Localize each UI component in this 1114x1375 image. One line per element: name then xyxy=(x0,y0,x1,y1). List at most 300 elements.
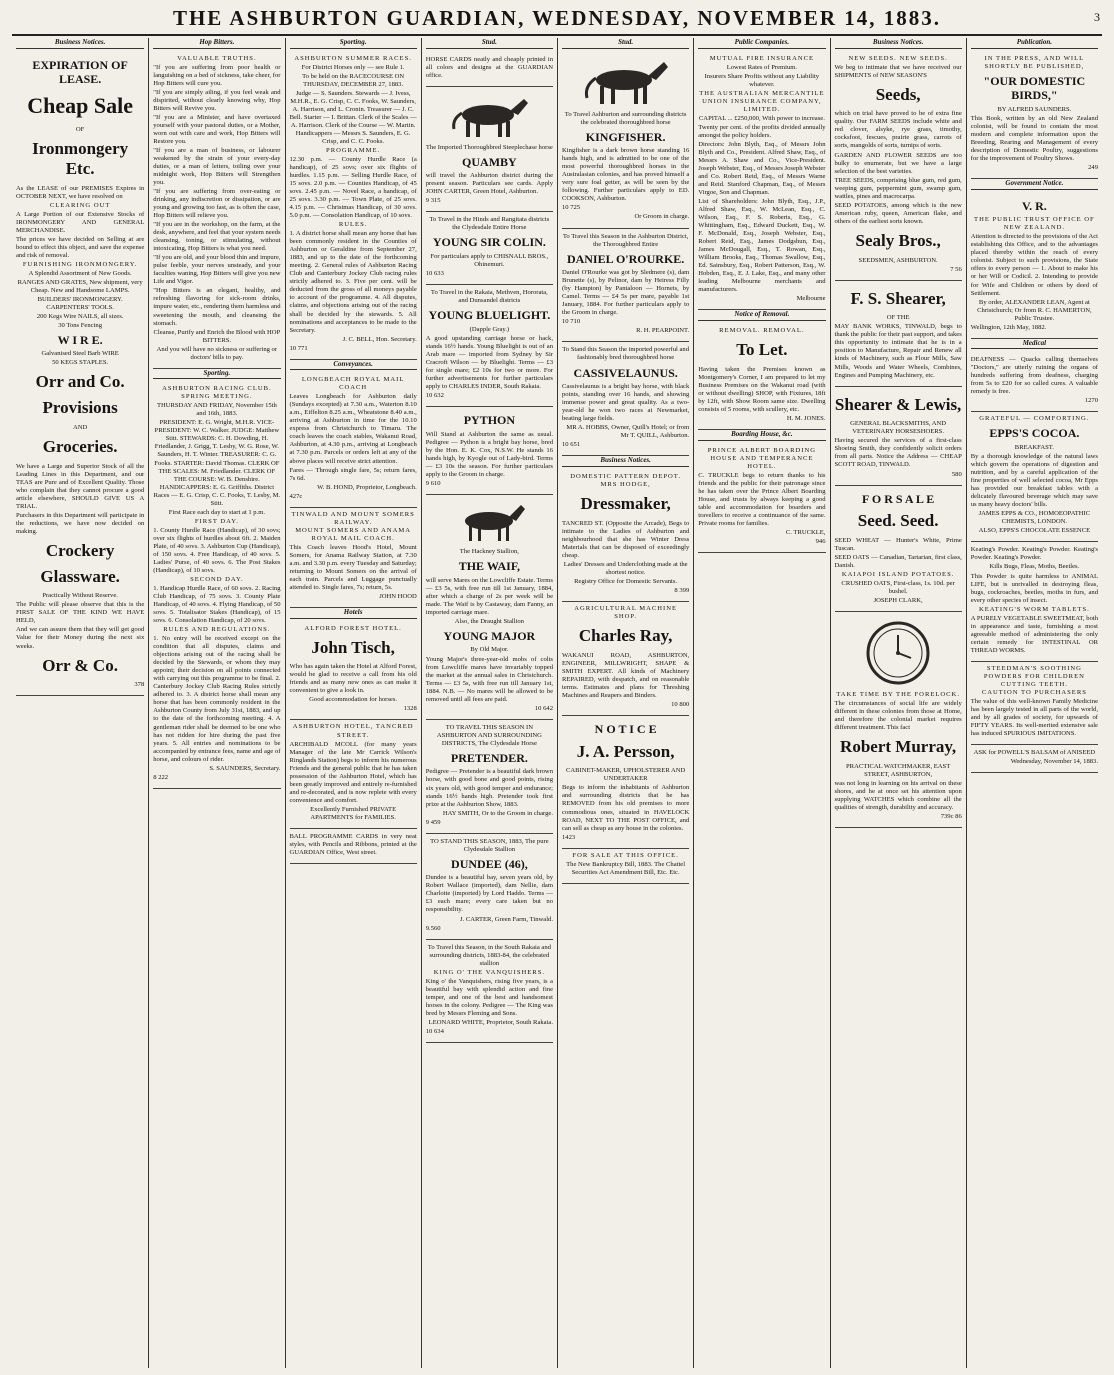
summer-races-heading: ASHBURTON SUMMER RACES. xyxy=(294,54,412,62)
clearing-out: CLEARING OUT xyxy=(49,202,111,210)
bluelight-ad xyxy=(426,285,553,407)
prices-text: The prices we have decided on Selling at are bound to effect this object, and save the expense and risk of removal. xyxy=(16,236,145,260)
quamby-ad xyxy=(426,87,553,213)
book-ref: 249 xyxy=(1088,164,1098,172)
column-4 xyxy=(421,38,557,1368)
waif-text: will serve Mares on the Lowcliffe Estate. Terms — £3 5s, with free run till 1st January, 1884, after which a charge of 2s per week will be made. The Waif is by Castaway, dam Fanny, an imported carriage mare. xyxy=(425,576,553,616)
shearer-ad xyxy=(835,281,962,387)
horse-illustration-icon xyxy=(578,58,674,108)
day-two-heading: SECOND DAY. xyxy=(190,575,244,583)
dressmaker-ad xyxy=(562,470,689,602)
reserve-text: Practically Without Reserve. xyxy=(42,592,118,600)
clock-illustration-icon xyxy=(863,618,933,688)
column-5 xyxy=(557,38,693,1368)
cass-text: Cassivelaunus is a bright bay horse, with black points, standing over 16 hands, and showing immense power and great quality. As a two-year-old he won two races at Newmarket, beating large fields. xyxy=(562,383,690,423)
horse-cards-ad xyxy=(426,52,553,87)
epps-cocoa: EPPS'S COCOA. xyxy=(989,426,1080,441)
for-sale-office-ad xyxy=(562,849,689,884)
ashburton-hotel-ad xyxy=(290,720,417,828)
shareholders-text: List of Shareholders: John Blyth, Esq., J.P., Alfred Shaw, Esq., W. McLean, Esq., C. Wilson, Esq., F. S. Roberts, Esq., G. Whittingham, Esq., Edward Duckett, Esq., W. F. McDonald, Esq., Joseph Webster, Esq., Robert Reid, Esq., James Dodgshun, Esq., James McDougall, Esq., T. Rowan, Esq., William Brooks, Esq., Thomas Swallow, Esq., Ed. Sainsbury, Esq., Robert Patterson, Esq., W. Hobden, Esq., E. J. Lake, Esq., and many other leading Melbourne merchants and manufacturers. xyxy=(698,198,826,294)
column-1 xyxy=(12,38,148,1368)
trust-sign: By order, ALEXANDER LEAN, Agent at Christchurch; Or from R. C. HAMERTON, Public Trustee. xyxy=(977,298,1092,322)
steedman-heading: STEEDMAN'S SOOTHING POWDERS FOR CHILDREN CUTTING TEETH. xyxy=(983,664,1085,688)
orourke-ad xyxy=(562,229,689,343)
column-4-header: Stud. xyxy=(426,38,553,49)
truth-item: "If you are a man of business, or labourer weakened by the strain of your every-day duties, or a man of letters, toiling over your midnight work, Hop Bitters will Strengthen you. xyxy=(153,146,281,186)
quamby-intro: The Imported Thoroughbred Steeplechase horse xyxy=(425,143,553,151)
prince-albert-ad xyxy=(698,444,825,553)
masthead xyxy=(12,4,1102,36)
lowest-rates: Lowest Rates of Premium. xyxy=(726,63,798,71)
murray-watchmaker-ad xyxy=(835,612,962,828)
domestic-birds-ad xyxy=(971,52,1098,180)
colin-name: YOUNG SIR COLIN. xyxy=(432,235,546,250)
major-intro: Also, the Draught Stallion xyxy=(454,617,524,625)
anama-coach-ad xyxy=(290,508,417,608)
hop-bitters-ad xyxy=(153,52,280,369)
hodge-name: MRS HODGE, xyxy=(600,480,651,488)
first-race-time: First Race each day to start at 1 p.m. xyxy=(168,508,266,516)
crushed-text: CRUSHED OATS, First-class, 1s. 10d. per bushel. xyxy=(841,580,955,596)
steedman-ad xyxy=(971,662,1098,745)
machine-heading: AGRICULTURAL MACHINE SHOP. xyxy=(574,604,678,621)
deafness-ref: 1270 xyxy=(1084,397,1098,405)
python-name: PYTHON xyxy=(463,413,516,428)
kingfisher-ref: 10 725 xyxy=(562,204,581,212)
mutual-heading: MUTUAL FIRE INSURANCE xyxy=(709,54,815,62)
goods-text: A Splendid Assortment of New Goods. xyxy=(28,270,132,278)
waif-ref: 10 642 xyxy=(534,704,553,712)
book-text: This Book, written by an old New Zealand colonist, will be found to contain the most modern and complete information upon the Breeding, Rearing and Management of every description of Domestic Poultry, suggestions for the improvement of Poultry Shows. xyxy=(970,114,1098,163)
column-8-header: Publication. xyxy=(971,38,1098,49)
cass-ref: 10 651 xyxy=(562,441,581,449)
column-2 xyxy=(148,38,284,1368)
ray-text: WAKANUI ROAD, ASHBURTON, ENGINEER, MILLWRIGHT, SHAPE & SMITH EXPERT. All kinds of Machinery REPAIRED, with despatch, and on reasonable terms. Estimates and plans for Threshing Machines and Reapers and Binders. xyxy=(562,651,690,699)
trees-text: TREE SEEDS, comprising blue gum, red gum, weeping gum, peppermint gum, swamp gum, wattles, pines and macrocarpa. xyxy=(834,176,962,200)
book-author: BY ALFRED SAUNDERS. xyxy=(997,105,1072,113)
cleanse-text: Cleanse, Purify and Enrich the Blood with HOP BITTERS. xyxy=(153,328,281,344)
orourke-ref: 10 710 xyxy=(562,318,581,326)
races-officials: Judge — S. Saunders. Stewards — J. Ivess, M.H.R., E. G. Crisp, C. C. Fooks, W. Saunders, A. Harrison, and L. Cronin. Treasurer — J. C. Bell. Starter — I. Brittan. Clerk of the Scales — A. Harrison. Clerk of the Course — W. Martin. Handicappers — Messrs S. Saunders, E. G. Crisp, and C. C. Fooks. xyxy=(289,89,417,145)
registry-text: Ladies' Dresses and Underclothing made at the shortest notice. xyxy=(563,560,688,576)
club-heading: ASHBURTON RACING CLUB. SPRING MEETING. xyxy=(162,385,272,401)
kingfisher-groom: Or Groom in charge. xyxy=(634,213,690,221)
ranges-text: RANGES AND GRATES, New shipment, very Cheap. New and Handsome LAMPS. BUILDERS' IRONMONGERY. CARPENTERS' TOOLS. xyxy=(17,279,143,311)
lease-text: As the LEASE of our PREMISES Expires in OCTOBER NEXT, we have resolved on xyxy=(16,185,145,201)
quamby-name: QUAMBY xyxy=(462,154,517,169)
seeds-big: Seeds, xyxy=(875,84,921,104)
kingfisher-text: Kingfisher is a dark brown horse standing 16 hands high, and is admitted to be one of the most powerful thoroughbred horses in the Australasian colonies, and has proved himself a very sure foal getter, as will be seen by the following. Further particulars apply to ED. COOKSON, Ashburton. xyxy=(562,147,690,203)
persson-text: Begs to inform the inhabitants of Ashburton and surrounding districts that he has REMOVED from his old premises to more commodious ones, situated in HAVELOCK ROAD, NEXT TO THE POST OFFICE, and can sell as cheap as any house in the colonies. xyxy=(562,784,690,832)
bluelight-name: YOUNG BLUELIGHT. xyxy=(428,308,551,323)
keatings-ad xyxy=(971,542,1098,661)
ball-cards-text: BALL PROGRAMME CARDS in very neat styles, with Pencils and Ribbons, printed at the GUARDIAN Office, West street. xyxy=(289,832,417,856)
ray-ref: 10 800 xyxy=(671,700,690,708)
masthead-title: THE ASHBURTON GUARDIAN, WEDNESDAY, NOVEMBER 14, 1883. xyxy=(172,6,942,30)
deafness-text: DEAFNESS — Quacks calling themselves "Doctors," are utterly ruining the organs of hundreds suffering from deafness, charging from 5s to £20 for so called cures. A valuable remedy is free. xyxy=(970,356,1098,396)
assure-text: And we can assure them that they will get good Value for their Money during the next six weeks. xyxy=(16,626,145,650)
jones-name: H. M. JONES. xyxy=(786,414,826,422)
glassware-heading: Glassware. xyxy=(40,566,120,586)
tisch-name: John Tisch, xyxy=(311,637,395,657)
trust-text: Attention is directed to the provisions of the Act establishing this Office, and to the advantages placed thereby within the reach of every colonist. Subject to such provisions, the State offers to every person — 1. About to make his or her Will or Codicil. 2. Intending to provide for Wife and Children or others by deed of Settlement. xyxy=(970,233,1098,297)
column-3 xyxy=(285,38,421,1368)
column-3-header: Sporting. xyxy=(290,38,417,49)
trust-date: Wellington, 12th May, 1882. xyxy=(970,323,1047,331)
pretender-ref: 9 459 xyxy=(425,818,441,826)
lewis-text: Having secured the services of a first-class Shoeing Smith, they confidently solicit orders from all parts. Notice the Address — CHEAP SCOTT ROAD, TINWALD. xyxy=(834,437,962,469)
clock-caption: TAKE TIME BY THE FORELOCK. xyxy=(836,691,960,699)
pretender-name: PRETENDER. xyxy=(450,750,528,765)
shearer-text: MAY BANK WORKS, TINWALD, begs to thank the public for their past support, and takes this opportunity to intimate that he is in a position to Manufacture, Repair and Renew all kinds of Machinery, such as Flour Mills, Saw Mills, Woods and Water Wheels, Combines, Engines and Pumping Machinery, etc. xyxy=(834,323,962,379)
orourke-text: Daniel O'Rourke was got by Sledmere (s), dam Brunette (s), by Pelinor, dam by Heiress Filly (by Hampton) by Pantaloon — Hornets, by Camel. Terms — £4 5s per mare, payable 1st January, 1884. For further particulars apply to the Groom in charge. xyxy=(562,269,690,317)
deafness-ad xyxy=(971,352,1098,412)
of-label: OF xyxy=(75,125,85,133)
column-5-header: Stud. xyxy=(562,38,689,49)
murray-ref: 739c 86 xyxy=(940,813,962,821)
programme-text: 12.30 p.m. — County Hurdle Race (a handicap), of 25 sovs; over six flights of hurdles. 1.15 p.m. — Selling Hurdle Race, of 15 sovs. 2.0 p.m. — Counties Handicap, of 45 sovs. 2.45 p.m. — Novel Race, a handicap, of 25 sovs. 3.30 p.m. — Town Plate, of 25 sovs. 4.15 p.m. — Christmas Handicap, of 30 sovs. 5.0 p.m. — Consolation Handicap, of 10 sovs. xyxy=(289,155,417,220)
meeting-dates: THURSDAY AND FRIDAY, November 15th and 16th, 1883. xyxy=(156,402,277,418)
anama-heading: MOUNT SOMERS AND ANAMA ROYAL MAIL COACH. xyxy=(295,526,412,542)
purchasers-text: Purchasers in this Department will participate in the reductions, we have now decided on making. xyxy=(16,511,145,535)
races-held: To be held on the RACECOURSE ON THURSDAY, DECEMBER 27, 1883. xyxy=(302,72,405,88)
column-6 xyxy=(693,38,829,1368)
day-one-races: 1. County Hurdle Race (Handicap), of 30 sovs; over six flights of hurdles about 6ft. 2. Maiden Plate, of 40 sovs. 3. Ashburton Cup (Handicap), of 150 sovs. 4. Free Handicap, of 40 sovs. 5. Ladies' Purse, of 40 sovs. 6. The Post Stakes (Handicap), of 10 sovs. xyxy=(153,526,281,574)
orr-signoff: Orr & Co. xyxy=(42,655,118,675)
dundee-ref: 9.560 xyxy=(425,924,441,932)
waif-name: THE WAIF, xyxy=(458,559,521,574)
epps-chocolate: ALSO, EPPS'S CHOCOLATE ESSENCE xyxy=(978,527,1091,535)
colin-owner: For particulars apply to CHISNALL BROS., Ohinemuri. xyxy=(430,253,549,269)
sealy-ref: 7 56 xyxy=(950,265,962,273)
prince-albert-ref: 946 xyxy=(815,537,826,545)
oats-text: SEED OATS — Canadian, Tartarian, first class, Danish. xyxy=(834,553,962,569)
tinwald-heading: TINWALD AND MOUNT SOMERS RAILWAY. xyxy=(291,510,415,526)
column-8 xyxy=(966,38,1102,1368)
major-sub: By Old Major. xyxy=(470,646,509,654)
sealy-name: Sealy Bros., xyxy=(855,230,941,250)
races-ref: 10 771 xyxy=(289,344,308,352)
bills-text: The New Bankruptcy Bill, 1883. The Chattel Securities Act Amendment Bill, Etc. Etc. xyxy=(566,860,686,876)
clark-name: JOSEPH CLARK, xyxy=(873,597,923,605)
removal-heading: REMOVAL. REMOVAL. xyxy=(719,327,805,334)
dividend-text: Twenty per cent. of the profits divided annually amongst the policy holders. xyxy=(698,123,826,139)
date-line: Wednesday, November 14, 1883. xyxy=(1010,758,1098,766)
nails-text: 200 Kegs Wire NAILS, all sizes. xyxy=(36,312,124,320)
for-sale-heading: F O R S A L E xyxy=(862,491,935,506)
vanquishers-ad xyxy=(426,940,553,1043)
accommodation-text: Good accommodation for horses. xyxy=(309,696,398,704)
provisions-heading: Provisions xyxy=(42,398,118,418)
shearer-lewis-ad xyxy=(835,387,962,486)
medical-header: Medical xyxy=(971,339,1098,350)
summer-races-ad xyxy=(290,52,417,360)
racing-club-ad xyxy=(153,382,280,789)
alford-ref: 1328 xyxy=(403,705,417,713)
day-two-races: 1. Handicap Hurdle Race, of 60 sovs. 2. Racing Club Handicap, of 75 sovs. 3. County Plate Handicap, of 40 sovs. 4. Flying Handicap, of 50 sovs. 5. Totalisator Stakes (Handicap), of 15 sovs. 6. Consolation Handicap, of 20 sovs. xyxy=(153,584,281,625)
balsam-text: ASK for POWELL'S BALSAM of ANISEED xyxy=(973,749,1096,757)
truth-item: "If you are old, and your blood thin and impure, pulse feeble, your nerves unsteady, and your faculties waning, Hop Bitters will give you new Life and Vigor. xyxy=(153,254,281,286)
murray-sub: PRACTICAL WATCHMAKER, EAST STREET, ASHBURTON, xyxy=(846,763,951,779)
persson-ad xyxy=(562,716,689,849)
cheap-sale: Cheap Sale xyxy=(27,92,133,118)
worm-heading: KEATING'S WORM TABLETS. xyxy=(978,605,1090,613)
major-text: Young Major's three-year-old mobs of colts from Lowcliffe mares have invariably topped the market at the annual sales in Christchurch. Terms — £3 5s, with free run till January 1st, 1884. N.B. — No mares will be allowed to be removed until all fees are paid. xyxy=(425,655,553,703)
wire-heading: W I R E. xyxy=(57,332,103,347)
pretender-owner: HAY SMITH, Or to the Groom in charge. xyxy=(442,809,553,817)
persson-name: J. A. Persson, xyxy=(576,741,675,761)
major-name: YOUNG MAJOR xyxy=(443,628,536,643)
bluelight-intro: To Travel in the Rakaia, Methven, Hororata, and Dunsandel districts xyxy=(430,289,548,305)
club-secretary: S. SAUNDERS, Secretary. xyxy=(209,764,281,772)
to-let-text: Having taken the Premises known as Montgomery's Corner, I am prepared to let my Business Premises on the Wakanui road (with or without dwelling) SHOP, with Fixtures, 18ft by 12ft, with Show Room same size. Dwelling consists of 5 rooms, with scullery, etc. xyxy=(698,365,826,413)
keatings-kills: Kills Bugs, Fleas, Moths, Beetles. xyxy=(989,563,1080,571)
pretender-ad xyxy=(426,720,553,834)
seeds-heading: NEW SEEDS. NEW SEEDS. xyxy=(848,54,948,62)
alford-heading: ALFORD FOREST HOTEL. xyxy=(304,624,402,632)
mail-coach-heading: LONGBEACH ROYAL MAIL COACH xyxy=(301,376,405,392)
notice-heading: N O T I C E xyxy=(594,722,657,736)
truths-heading: VALUABLE TRUTHS. xyxy=(177,54,257,62)
to-let-heading: To Let. xyxy=(736,340,788,360)
removal-ad xyxy=(698,324,825,430)
vanquishers-ref: 10 634 xyxy=(425,1027,444,1035)
potatoes-text: SEED POTATOES, among which is the new American ruby, queen, American flake, and others of the earliest sorts known. xyxy=(834,201,962,225)
dressmaker-heading: Dressmaker, xyxy=(580,493,671,513)
python-ad xyxy=(426,407,553,495)
kingfisher-intro: To Travel Ashburton and surrounding districts the celebrated thoroughbred horse xyxy=(564,110,687,126)
vanquishers-owner: LEONARD WHITE, Proprietor, South Rakaia. xyxy=(428,1018,553,1026)
orourke-owner: R. H. PEARPOINT. xyxy=(636,327,690,335)
mutual-insurance-ad xyxy=(698,52,825,311)
caution-heading: CAUTION TO PURCHASERS xyxy=(981,688,1087,696)
healthy-text: And you will have no sickness or suffering or doctors' bills to pay. xyxy=(156,345,278,361)
capital-text: CAPITAL ... £250,000, With power to increase. xyxy=(698,114,825,122)
clark-seed-ad xyxy=(835,486,962,613)
pretender-text: Pedigree — Pretender is a beautiful dark brown horse, with good bone and good points, rising six years old, with good temper and endurance; stands 16½ hands high. Pretender took first prize at the Ashburton Show, 1883. xyxy=(425,768,553,808)
cassivelaunus-ad xyxy=(562,342,689,456)
sporting-header: Sporting. xyxy=(153,369,280,380)
horse-illustration-icon xyxy=(449,501,529,545)
government-header: Government Notice. xyxy=(971,179,1098,190)
district-note: For District Horses only — see Rule 1. xyxy=(301,63,405,71)
crockery-heading: Crockery xyxy=(45,540,115,560)
keatings-text: This Powder is quite harmless to ANIMAL LIFE, but is unrivalled in destroying fleas, bugs, cockroaches, beetles, moths in furs, and every other species of insect. xyxy=(970,572,1098,604)
bluelight-text: A good upstanding carriage horse or hack, stands 16½ hands. Young Bluelight is out of an Arab mare — imported from Sydney by Sir Cracroft Wilson — by Bluelight. Terms — £3 for single mare; £2 10s for two or more. For further advertisements for further particulars apply to CHARLES INDER, South Rakaia. xyxy=(425,334,553,391)
keatings-lines: Keating's Powder. Keating's Powder. Keating's Powder. Keating's Powder. xyxy=(970,546,1098,562)
dundee-text: Dundee is a beautiful bay, seven years old, by Robert Wallace (imported), dam Nellie, dam Charlotte (imported) by Lord Haddo. Terms — £3 each mare; every care taken but no responsibility. xyxy=(425,874,553,914)
murray-text: was not long in learning on his arrival on these shores, and he at once set his attention upon supplying WATCHES which combine all the qualities of strength, durability and accuracy. xyxy=(834,780,962,812)
barb-text: Galvanised Steel Barb WIRE xyxy=(41,350,119,358)
races-secretary: J. C. BELL, Hon. Secretary. xyxy=(342,335,417,343)
bluelight-sub: (Dapple Gray.) xyxy=(469,325,510,333)
book-title: "OUR DOMESTIC BIRDS," xyxy=(983,73,1086,103)
truth-item: "If you are simply ailing, if you feel weak and dispirited, without clearly knowing why, Hop Bitters will Revive you. xyxy=(153,88,281,112)
shearer-sub: OF THE xyxy=(886,314,910,322)
boarding-header: Boarding House, &c. xyxy=(698,430,825,441)
portion-text: A Large Portion of our Extensive Stocks of IRONMONGERY AND GENERAL MERCHANDISE. xyxy=(16,211,145,235)
truth-item: "If you are a Minister, and have overtaxed yourself with your pastoral duties, or a Mother, worn out with care and work, Hop Bitters will Restore you. xyxy=(153,113,281,145)
rules-text: 1. No entry will be received except on the condition that all disputes, claims and objections arising out of the racing shall be decided by the Stewards, or whom they may appoint; their decision on all points connected with carrying out this programme to be final. 2. Canterbury Jockey Club Racing Rules strictly adhered to. 3. A district horse shall mean any horse that has been commonly resident in the Ashburton County from July 31st, 1883, and up to the date of the forthcoming meeting. 4. A gentleman rider shall be deemed to be one who has not ridden for hire during the past five years. 5. All entries and nominations to be accompanied by entrance fees, name and age of horse, and colours of rider. xyxy=(153,635,281,763)
dundee-name: DUNDEE (46), xyxy=(451,856,528,871)
trust-heading: THE PUBLIC TRUST OFFICE OF NEW ZEALAND. xyxy=(974,216,1095,232)
caution-text: The value of this well-known Family Medicine has been largely tested in all parts of the world, and by all grades of society, for upwards of FIFTY YEARS. Its well-merited extensive sale has induced SPURIOUS IMITATIONS. xyxy=(970,697,1098,738)
depot-heading: DOMESTIC PATTERN DEPOT. xyxy=(570,472,681,480)
and-label: AND xyxy=(72,423,88,431)
alford-hotel-ad xyxy=(290,622,417,721)
removal-header: Notice of Removal. xyxy=(698,310,825,321)
lewis-name: Shearer & Lewis, xyxy=(834,394,962,414)
vanquishers-name: KING O' THE VANQUISHERS. xyxy=(433,968,546,976)
press-heading: IN THE PRESS, AND WILL SHORTLY BE PUBLISHED, xyxy=(984,54,1085,70)
waif-intro: The Hackney Stallion, xyxy=(459,548,519,555)
seed-heading: Seed. Seed. xyxy=(857,511,939,531)
orr-ref: 378 xyxy=(134,681,145,689)
machine-shop-ad xyxy=(562,602,689,716)
sealy-seeds-ad xyxy=(835,52,962,281)
page-number: 3 xyxy=(1094,10,1100,24)
mcoll-text: ARCHIBALD MCOLL (for many years Manager of the late Mr Carrick Wilson's Ringlands Station) begs to inform his numerous Friends and the general public that he has taken possession of the Ashburton Hotel, which has been greatly improved and entirely re-furnished and re-decorated, and is now replete with every convenience and comfort. xyxy=(289,740,417,804)
day-one-heading: FIRST DAY. xyxy=(194,517,239,525)
vanquishers-intro: To Travel this Season, in the South Rakaia and surrounding districts, 1883-84, the celebrated stallion xyxy=(427,943,551,967)
programme-heading: PROGRAMME. xyxy=(326,146,381,154)
public-trust-ad xyxy=(971,193,1098,339)
ball-cards-ad xyxy=(290,829,417,864)
orourke-name: DANIEL O'ROURKE. xyxy=(566,251,685,266)
bluelight-ref: 10 632 xyxy=(425,392,444,400)
prince-albert-text: C. TRUCKLE begs to return thanks to his friends and the public for their patronage since he has taken over the Prince Albert Boarding House, and trusts by always keeping a good table and accommodation for boarders and travellers to receive a continuance of the same. Private rooms for families. xyxy=(698,471,826,527)
garden-text: GARDEN AND FLOWER SEEDS are too bulky to enumerate, but we have a large selection of the best varieties. xyxy=(834,151,962,175)
club-ref: 8 222 xyxy=(153,773,169,781)
column-1-header: Business Notices. xyxy=(16,38,144,49)
cass-name: CASSIVELAUNUS. xyxy=(573,365,678,380)
columns xyxy=(12,38,1102,1368)
python-ref: 9 610 xyxy=(425,479,441,487)
races-rules-text: 1. A district horse shall mean any horse that has been commonly resident in the Counties of Ashburton or Geraldine from September 27, 1883, and up to the date of the forthcoming meeting. 2. General rules of Ashburton Racing Club and Canterbury Jockey Club racing rules strictly adhered to. 3. Five per cent. will be deducted from the gross of all moneys payable to account of the programme. 4. All disputes, claims, and objections arising out of the racing shall be decided by the stewards. 5. All nominations and acceptances to be made to the Secretary. xyxy=(289,230,417,334)
seeds-intro: We beg to intimate that we have received our SHIPMENTS of NEW SEASON'S xyxy=(834,63,962,79)
races-rules-heading: RULES. xyxy=(338,221,368,229)
registry-office: Registry Office for Domestic Servants. xyxy=(574,577,678,585)
vr-heading: V. R. xyxy=(1021,198,1047,213)
epps-text: By a thorough knowledge of the natural laws which govern the operations of digestion and nutrition, and by a careful application of the fine properties of well selected cocoa, Mr Epps has provided our breakfast tables with a delicately flavoured beverage which may save us many heavy doctors' bills. xyxy=(970,453,1098,509)
dressmaker-text: TANCRED ST. (Opposite the Arcade), Begs to intimate to the Ladies of Ashburton and neighbourhood that she has Winter Dress Materials that can be disposed of exceedingly cheap. xyxy=(562,519,690,559)
truth-item: "Hop Bitters is an elegant, healthy, and refreshing flavoring for sick-room drinks, impure water, etc., rendering them harmless and sweetening the mouth, and cleansing the stomach. xyxy=(153,287,281,327)
lease-heading: EXPIRATION OF LEASE. xyxy=(32,57,128,87)
mail-coach-proprietor: W. B. HOND, Proprietor, Longbeach. xyxy=(317,483,417,491)
quamby-ref: 9 315 xyxy=(425,197,441,205)
ironmongery-heading: Ironmongery Etc. xyxy=(32,138,129,179)
sir-colin-ad xyxy=(426,212,553,285)
directors-text: Directors: John Blyth, Esq., of Messrs John Blyth and Co., President. Alfred Shaw, Esq., of Messrs A. Shaw and Co., Vice-President. Joseph Webster, Esq., of Messrs Joseph Webster and Co. Robert Reid, Esq., of Messrs Warne and Reid. Stanford Chapman, Esq., of Messrs Virgoe, Son and Chapman. xyxy=(698,140,826,197)
python-text: Will Stand at Ashburton the same as usual. Pedigree — Python is a bright bay horse, bred by the Hon. E. K. Cox, N.S.W. He stands 16 hands high, by Kyogle out of Lady-bird. Terms — £3 10s the season. For further particulars apply to the Groom in charge. xyxy=(425,430,553,478)
groceries-heading: Groceries. xyxy=(42,436,118,456)
colin-intro: To Travel in the Hinds and Rangitata districts the Clydesdale Entire Horse xyxy=(429,216,550,232)
profits-text: Insurers Share Profits without any Liability whatever. xyxy=(704,72,820,88)
murray-name: Robert Murray, xyxy=(840,737,957,757)
groceries-text: We have a Large and Superior Stock of all the Leading Lines in this Department, and our TEAS are Pure and of Excellent Quality. Those who complain that they cannot procure a good article elsewhere, SHOULD GIVE US A TRIAL. xyxy=(16,462,145,510)
kingfisher-ad xyxy=(562,52,689,229)
apartments-text: Excellently Furnished PRIVATE APARTMENTS for FAMILIES. xyxy=(310,805,397,821)
shearer-name: F. S. Shearer, xyxy=(850,288,946,308)
public-text: The Public will please observe that this is the FIRST SALE OF THE KIND WE HAVE HELD, xyxy=(16,601,145,625)
balsam-ad xyxy=(971,745,1098,773)
pretender-intro: TO TRAVEL THIS SEASON IN ASHBURTON AND SURROUNDING DISTRICTS, The Clydesdale Horse xyxy=(436,723,542,747)
cass-intro: To Stand this Season the imported powerful and fashionably bred thoroughbred horse xyxy=(562,346,690,362)
column-7 xyxy=(830,38,966,1368)
hotels-header: Hotels xyxy=(290,608,417,619)
lewis-sub: GENERAL BLACKSMITHS, AND VETERINARY HORSESHOERS. xyxy=(850,420,947,436)
prince-albert-heading: PRINCE ALBERT BOARDING HOUSE AND TEMPERANCE HOTEL. xyxy=(707,446,817,470)
furnishing-heading: FURNISHING IRONMONGERY. xyxy=(22,261,138,269)
dressmaker-ref: 8 399 xyxy=(674,586,690,594)
truth-item: "If you are in the workshop, on the farm, at the desk, anywhere, and feel that your system needs cleansing, toning, or stimulating, without intoxicating, Hop Bitters is what you need. xyxy=(153,221,281,253)
quamby-text: will travel the Ashburton district during the present season. Particulars see cards. Apply JOHN CARTER, Green Hotel, Ashburton. xyxy=(425,172,553,196)
ashburton-hotel-heading: ASHBURTON HOTEL, TANCRED STREET. xyxy=(292,723,414,739)
persson-title: CABINET-MAKER, UPHOLSTERER AND UNDERTAKER xyxy=(565,767,686,783)
orr-firm-name: Orr and Co. xyxy=(35,372,125,392)
rules-heading: RULES AND REGULATIONS. xyxy=(163,626,271,634)
colin-ref: 10 633 xyxy=(425,270,444,278)
anama-text: This Coach leaves Hood's Hotel, Mount Somers, for Anama Railway Station, at 7.30 a.m. and 3.30 p.m. every Tuesday and Saturday; returning to Mount Somers on the arrival of each train. Parcels and Luggage punctually attended to. Single fares, 7s; return, 5s. xyxy=(289,543,417,591)
cass-owner: MR A. HOBBS, Owner, Quill's Hotel; or from Mr T. QUILL, Ashburton. xyxy=(566,424,690,440)
epps-grateful: GRATEFUL — COMFORTING. xyxy=(979,415,1090,423)
truth-item: "If you are suffering from over-eating or drinking, any indiscretion or dissipation, or are young and growing too fast, as is often the case, Hop Bitters will relieve you. xyxy=(153,188,281,220)
conveyances-header: Conveyances. xyxy=(290,360,417,371)
horse-cards-text: HORSE CARDS neatly and cheaply printed in all colors and designs at the GUARDIAN office. xyxy=(425,55,553,79)
staples-text: 50 KEGS STAPLES. xyxy=(52,359,109,367)
mail-coach-fares: Fares — Through single fare, 5s; return fares, 7s 6d. xyxy=(289,466,417,482)
epps-cocoa-ad xyxy=(971,412,1098,542)
anama-proprietor: JOHN HOOD xyxy=(379,592,417,600)
dundee-ad xyxy=(426,834,553,940)
persson-ref: 1423 xyxy=(562,833,576,841)
worm-text: A PURELY VEGETABLE SWEETMEAT, both in appearance and taste, furnishing a most agreeable method of administering the only certain remedy for INTESTINAL OR THREAD WORMS. xyxy=(970,614,1098,654)
waif-ad xyxy=(426,495,553,720)
wheat-text: SEED WHEAT — Hunter's White, Prime Tuscan. xyxy=(834,536,962,552)
orourke-intro: To Travel this Season in the Ashburton District, the Thoroughbred Entire xyxy=(562,232,689,248)
mail-coach-ad xyxy=(290,373,417,507)
column-7-header: Business Notices. xyxy=(835,38,962,49)
tisch-text: Who has again taken the Hotel at Alford Forest, would be glad to receive a call from his old friends and as many new ones as can make it convenient to give a look in. xyxy=(289,663,417,695)
kingfisher-name: KINGFISHER. xyxy=(585,129,666,144)
clock-text: The circumstances of social life are widely different in these colonies from those at Home, and therefore the colonial market requires different treatment. This fact xyxy=(834,700,962,732)
insurance-ref: Melbourne xyxy=(796,295,826,303)
club-officials: PRESIDENT: E. G. Wright, M.H.R. VICE-PRESIDENT: W. C. Walker. JUDGE: Matthew Stitt. STEWARDS: C. H. Dowding, H. Friedlander, J. Grigg, T. Lesby, W. G. Rose, W. Saunders, H. T. Winter. TREASURER: C. G. Fooks. STARTER: David Thomas. CLERK OF THE SCALES: M. Friedlander. CLERK OF THE COURSE: W. B. Denshire. HANDICAPPERS: E. G. Griffiths. District Races — E. G. Crisp, C. C. Fooks, T. Lesby, M. Stitt. xyxy=(153,419,281,507)
seeds-text: which on trial have proved to be of extra fine quality. Our FARM SEEDS include white and red clover, alsyke, rye grass, timothy, cocksfoot, fescues, prairie grass, carrots of sorts, mangolds of sorts, turnips of sorts. xyxy=(834,110,962,150)
lewis-ref: 580 xyxy=(951,470,962,478)
dundee-owner: J. CARTER, Green Farm, Tinwald. xyxy=(459,915,553,923)
truth-item: "If you are suffering from poor health or languishing on a bed of sickness, take cheer, for Hop Bitters will cure you. xyxy=(153,63,281,87)
company-name: THE AUSTRALIAN MERCANTILE UNION INSURANCE COMPANY, LIMITED. xyxy=(699,89,825,113)
horse-illustration-icon xyxy=(444,93,534,141)
sealy-sub: SEEDSMEN, ASHBURTON. xyxy=(858,256,938,264)
business-header: Business Notices. xyxy=(562,456,689,467)
truckle-name: C. TRUCKLE, xyxy=(785,528,826,536)
orr-sale-ad xyxy=(16,52,144,697)
column-6-header: Public Companies. xyxy=(698,38,825,49)
sale-office-heading: FOR SALE AT THIS OFFICE. xyxy=(572,851,679,859)
epps-sign: JAMES EPPS & CO., HOMOEOPATHIC CHEMISTS, LONDON. xyxy=(978,510,1091,526)
mail-coach-ref: 427c xyxy=(289,492,303,500)
dundee-intro: TO STAND THIS SEASON, 1883, The pure Clydesdale Stallion xyxy=(430,837,549,853)
ray-name: Charles Ray, xyxy=(578,626,673,646)
column-2-header: Hop Bitters. xyxy=(153,38,280,49)
vanquishers-text: King o' the Vanquishers, rising five years, is a beautiful bay with splendid action and fine temper, and one of the best and handsomest horses in the colony. Pedigree — The King was bred by Messrs Fleming and Sons. xyxy=(425,977,553,1017)
fencing-text: 30 Tons Fencing xyxy=(58,321,102,329)
epps-breakfast: BREAKFAST. xyxy=(1014,444,1054,452)
kaiapoi-heading: KAIAPOI ISLAND POTATOES. xyxy=(841,571,955,579)
mail-coach-text: Leaves Longbeach for Ashburton daily (Sundays excepted) at 7.30 a.m., Waterton 8.10 a.m., Eiffelton 8.25 a.m., Wheatstone 8.40 a.m., arriving at Ashburton in time for the 10.10 express from Christchurch to Timaru. The coach leaves the coach stables, Wakanui Road, Ashburton, at 4.30 p.m., arriving at Longbeach at 7.30 p.m. Parcels or orders left at any of the above places will receive strict attention. xyxy=(289,393,417,465)
